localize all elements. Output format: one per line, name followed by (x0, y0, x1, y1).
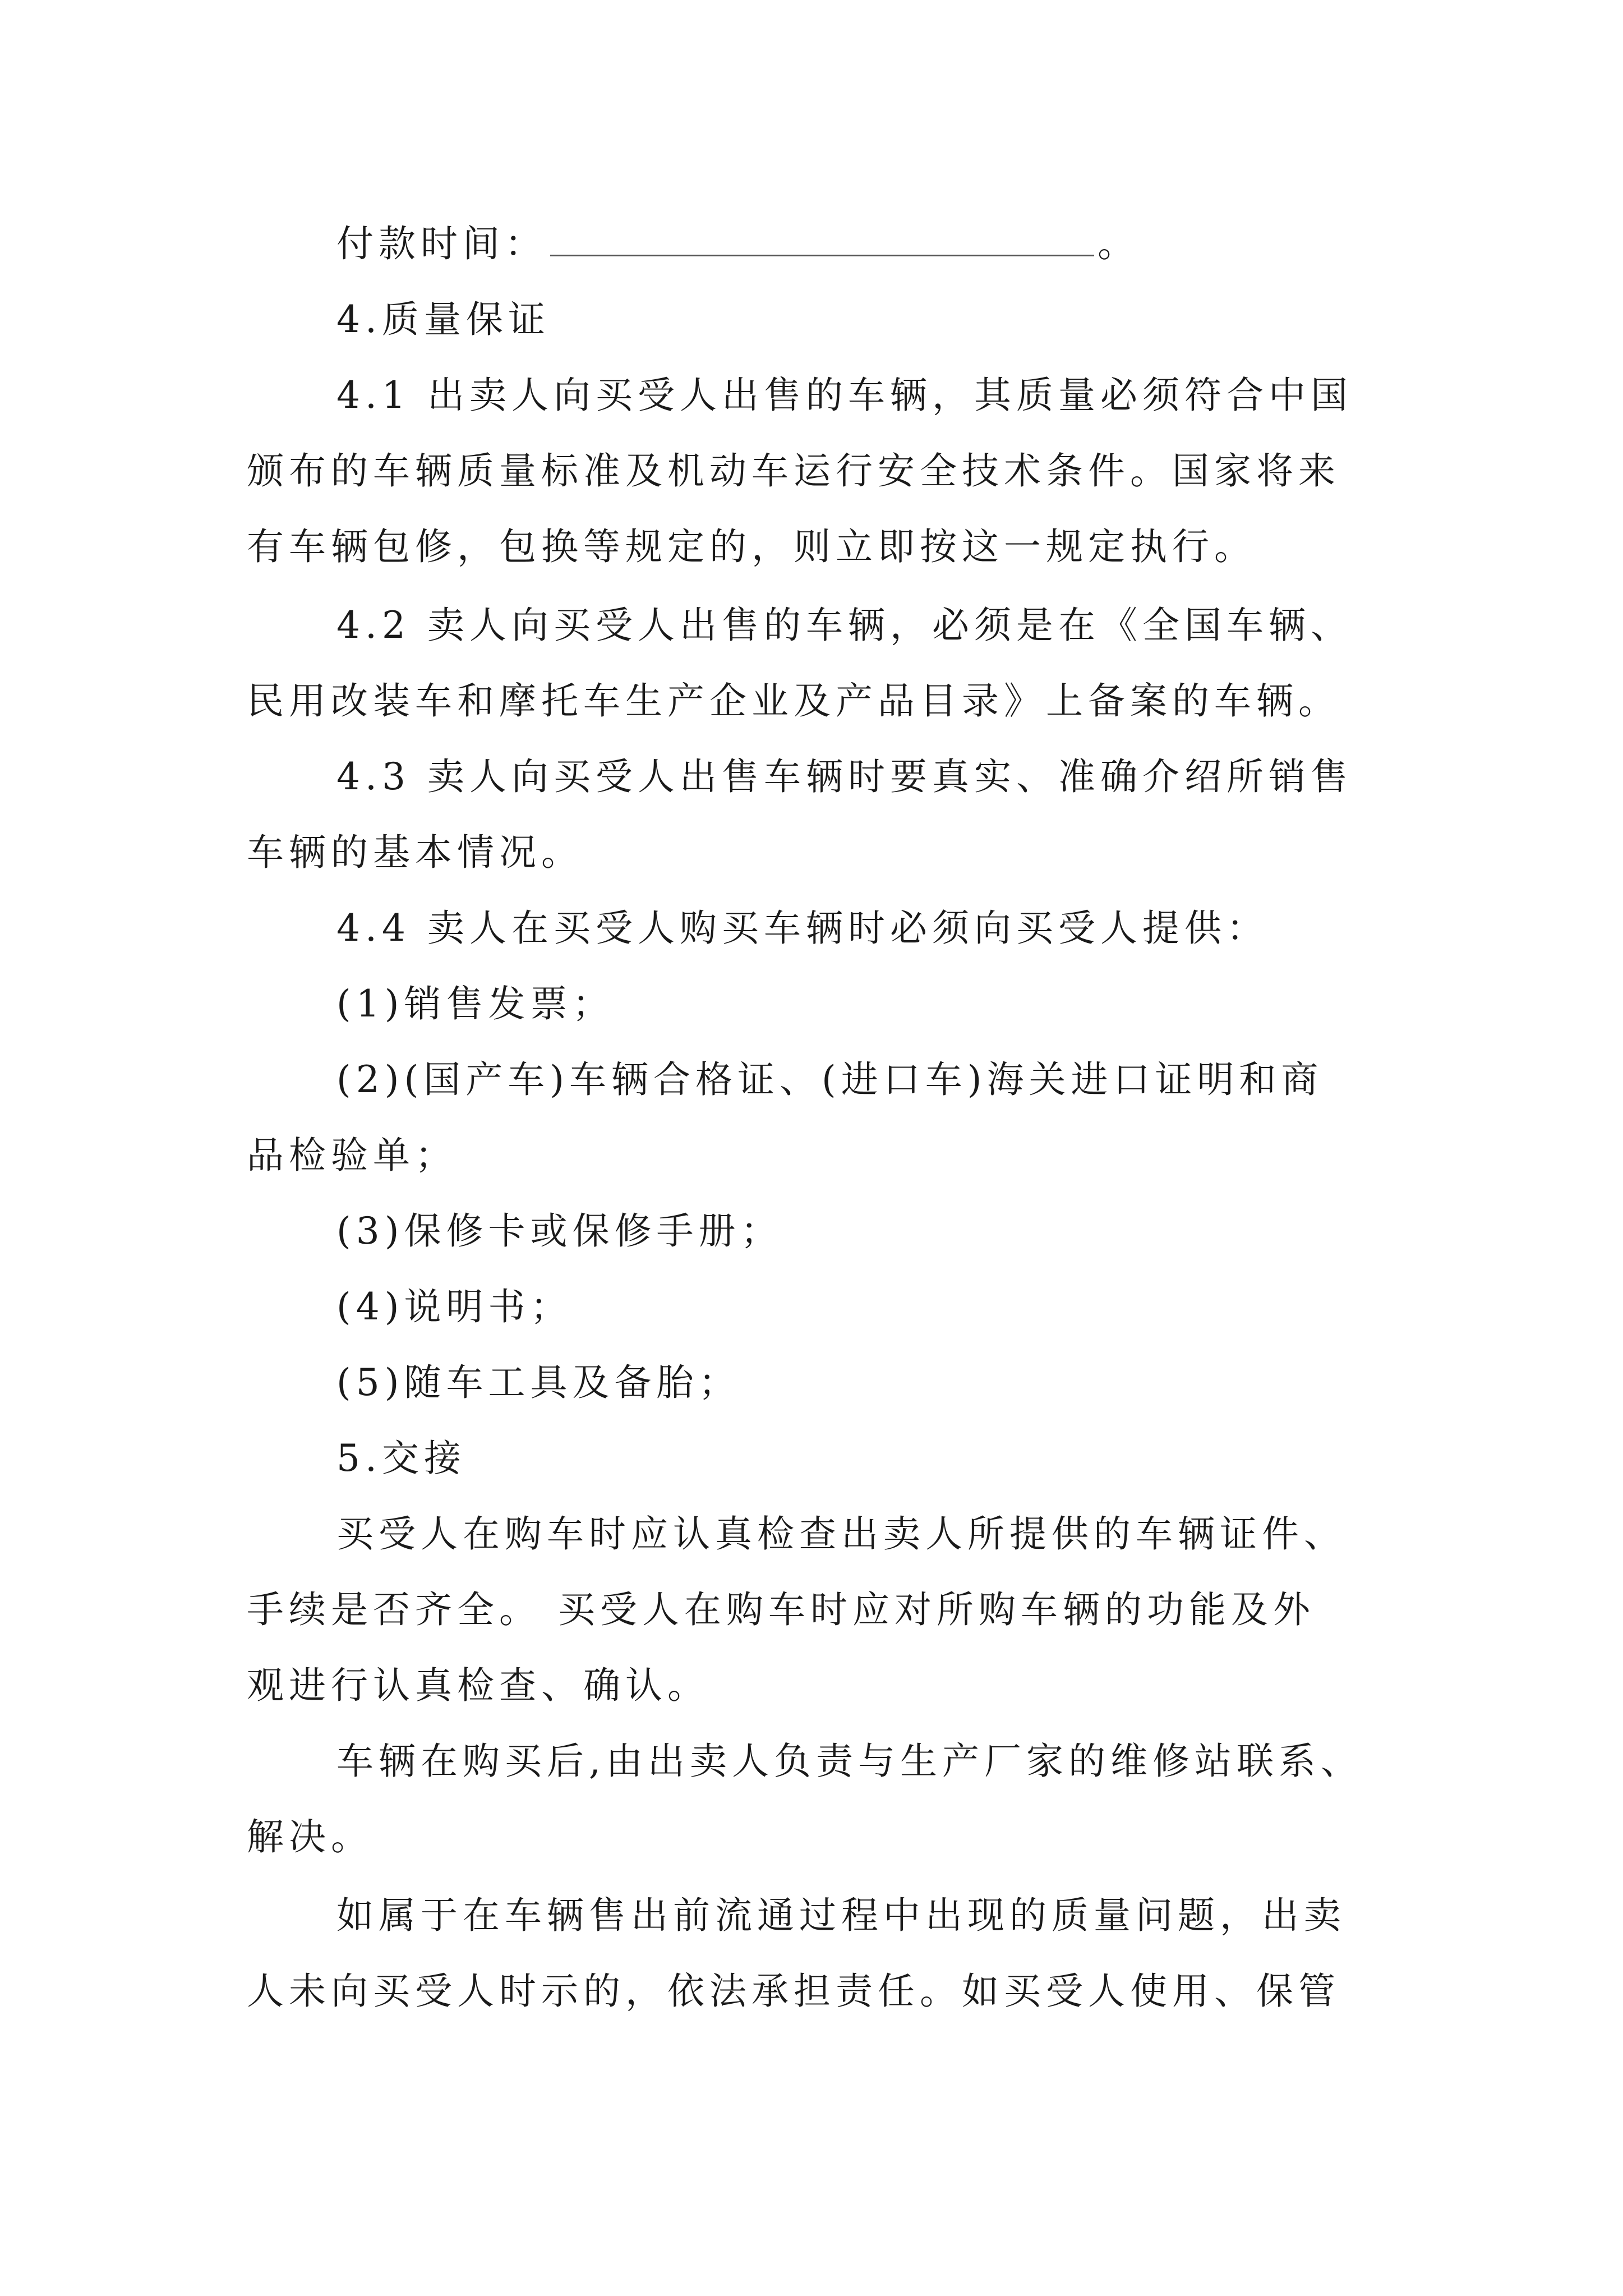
paragraph-line: 如属于在车辆售出前流通过程中出现的质量问题，出卖 (336, 1894, 1346, 1937)
paragraph-line: 民用改装车和摩托车生产企业及产品目录》上备案的车辆。 (247, 679, 1340, 723)
paragraph-line: 有车辆包修，包换等规定的，则立即按这一规定执行。 (247, 525, 1256, 568)
list-item: (1)销售发票； (336, 982, 615, 1025)
paragraph-line: 人未向买受人时示的，依法承担责任。如买受人使用、保管 (247, 1970, 1340, 2013)
payment-time-label: 付款时间： (336, 222, 547, 265)
paragraph-line: 手续是否齐全。 买受人在购车时应对所购车辆的功能及外 (247, 1588, 1315, 1631)
paragraph-line: 4.3 卖人向买受人出售车辆时要真实、准确介绍所销售 (336, 755, 1353, 798)
paragraph-line: 4.4 卖人在买受人购买车辆时必须向买受人提供： (336, 907, 1269, 950)
paragraph-line: 买受人在购车时应认真检查出卖人所提供的车辆证件、 (336, 1512, 1346, 1556)
paragraph-line: 车辆在购买后,由出卖人负责与生产厂家的维修站联系、 (336, 1740, 1363, 1783)
payment-time-blank (550, 221, 1094, 256)
list-item: (2)(国产车)车辆合格证、(进口车)海关进口证明和商 (336, 1058, 1324, 1101)
list-item: (3)保修卡或保修手册； (336, 1209, 783, 1253)
payment-time-line (0, 213, 1623, 275)
paragraph-line: 4.2 卖人向买受人出售的车辆，必须是在《全国车辆、 (336, 604, 1353, 647)
section-heading-handover: 5.交接 (336, 1437, 466, 1480)
paragraph-line: 颁布的车辆质量标准及机动车运行安全技术条件。国家将来 (247, 449, 1340, 493)
payment-time-end: 。 (1098, 222, 1140, 265)
section-heading-quality: 4.质量保证 (336, 298, 550, 341)
list-item: (5)随车工具及备胎； (336, 1361, 741, 1404)
paragraph-line: 观进行认真检查、确认。 (247, 1664, 709, 1707)
paragraph-line: 4.1 出卖人向买受人出售的车辆，其质量必须符合中国 (336, 374, 1353, 417)
list-item-continuation: 品检验单； (247, 1134, 457, 1177)
paragraph-line: 车辆的基本情况。 (247, 831, 583, 874)
list-item: (4)说明书； (336, 1285, 573, 1328)
paragraph-line: 解决。 (247, 1815, 373, 1858)
